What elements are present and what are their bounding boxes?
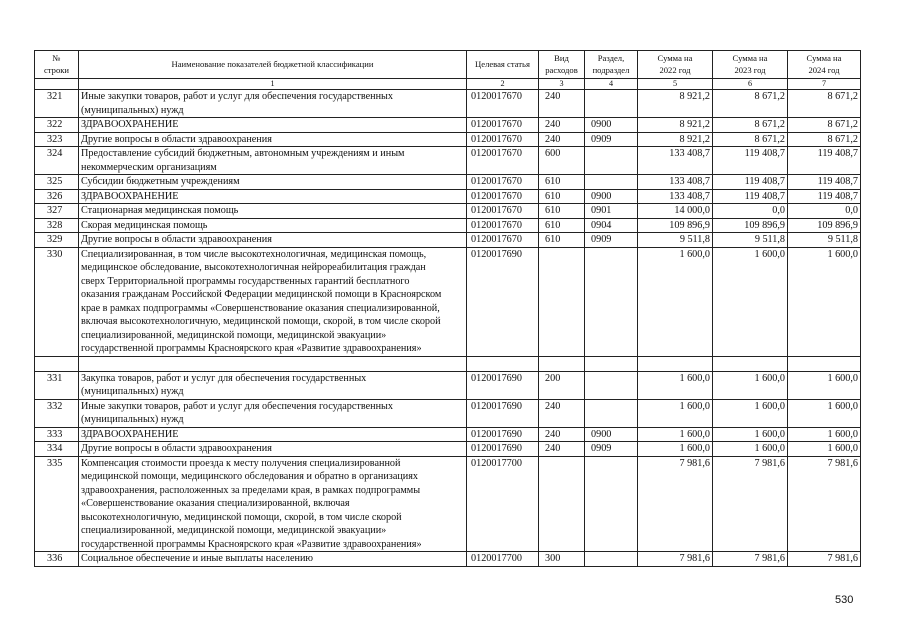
sum-2022: 1 600,0 <box>638 427 713 442</box>
sum-2024: 1 600,0 <box>788 371 861 399</box>
budget-table-container <box>34 50 861 567</box>
expense-type: 610 <box>539 175 585 190</box>
target-article: 0120017670 <box>467 132 539 147</box>
section-code <box>585 399 638 427</box>
expense-type: 240 <box>539 427 585 442</box>
section-code: 0900 <box>585 118 638 133</box>
sum-2023: 1 600,0 <box>713 247 788 356</box>
row-number: 322 <box>35 118 79 133</box>
sum-2023: 1 600,0 <box>713 371 788 399</box>
column-index: 4 <box>585 79 638 90</box>
sum-2023: 8 671,2 <box>713 90 788 118</box>
expense-type: 610 <box>539 233 585 248</box>
sum-2024: 119 408,7 <box>788 147 861 175</box>
expense-type: 240 <box>539 118 585 133</box>
expense-type: 240 <box>539 90 585 118</box>
indicator-name: Компенсация стоимости проезда к месту получения специализированной медицинской помощи, медицинского обследования и обратно в организациях здравоохранения, расположенных за пределами края, в рамках подпрограммы «Совершенствование оказания специализированной, включая высокотехнологичную, медицинской помощи, скорой, в том числе скорой специализированной, медицинской помощи, медицинской эвакуации» государственной программы Красноярского края «Развитие здравоохранения» <box>79 456 467 552</box>
expense-type: 600 <box>539 147 585 175</box>
target-article: 0120017690 <box>467 442 539 457</box>
expense-type: 610 <box>539 218 585 233</box>
column-index: 5 <box>638 79 713 90</box>
sum-2024: 1 600,0 <box>788 247 861 356</box>
row-number: 324 <box>35 147 79 175</box>
spacer-cell <box>539 356 585 371</box>
target-article: 0120017670 <box>467 233 539 248</box>
table-row <box>35 147 861 175</box>
sum-2024: 0,0 <box>788 204 861 219</box>
row-number: 329 <box>35 233 79 248</box>
section-code: 0900 <box>585 427 638 442</box>
indicator-name: Субсидии бюджетным учреждениям <box>79 175 467 190</box>
indicator-name: Закупка товаров, работ и услуг для обеспечения государственных (муниципальных) нужд <box>79 371 467 399</box>
sum-2024: 1 600,0 <box>788 442 861 457</box>
spacer-cell <box>467 356 539 371</box>
row-number: 327 <box>35 204 79 219</box>
expense-type: 240 <box>539 442 585 457</box>
row-number: 323 <box>35 132 79 147</box>
spacer-cell <box>35 356 79 371</box>
column-index: 6 <box>713 79 788 90</box>
sum-2023: 1 600,0 <box>713 399 788 427</box>
header-indicator-name: Наименование показателей бюджетной классификации <box>79 51 467 79</box>
target-article: 0120017690 <box>467 399 539 427</box>
indicator-name: Стационарная медицинская помощь <box>79 204 467 219</box>
sum-2022: 14 000,0 <box>638 204 713 219</box>
section-code: 0900 <box>585 189 638 204</box>
sum-2024: 119 408,7 <box>788 189 861 204</box>
row-number: 332 <box>35 399 79 427</box>
expense-type: 240 <box>539 399 585 427</box>
sum-2023: 1 600,0 <box>713 427 788 442</box>
table-row <box>35 247 861 356</box>
sum-2022: 1 600,0 <box>638 399 713 427</box>
sum-2022: 109 896,9 <box>638 218 713 233</box>
row-spacer <box>35 356 861 371</box>
expense-type: 610 <box>539 204 585 219</box>
expense-type: 200 <box>539 371 585 399</box>
header-sum-2024: Сумма на 2024 год <box>788 51 861 79</box>
row-number: 330 <box>35 247 79 356</box>
row-number: 328 <box>35 218 79 233</box>
indicator-name: Другие вопросы в области здравоохранения <box>79 132 467 147</box>
row-number: 326 <box>35 189 79 204</box>
section-code <box>585 247 638 356</box>
sum-2023: 7 981,6 <box>713 552 788 567</box>
budget-table <box>34 50 861 567</box>
row-number: 335 <box>35 456 79 552</box>
sum-2023: 109 896,9 <box>713 218 788 233</box>
row-number: 331 <box>35 371 79 399</box>
target-article: 0120017670 <box>467 175 539 190</box>
spacer-cell <box>788 356 861 371</box>
indicator-name: Другие вопросы в области здравоохранения <box>79 233 467 248</box>
header-row <box>35 51 861 79</box>
table-row <box>35 456 861 552</box>
section-code: 0901 <box>585 204 638 219</box>
header-expense-type: Вид расходов <box>539 51 585 79</box>
sum-2022: 8 921,2 <box>638 90 713 118</box>
target-article: 0120017670 <box>467 118 539 133</box>
sum-2022: 133 408,7 <box>638 189 713 204</box>
section-code <box>585 90 638 118</box>
expense-type: 610 <box>539 189 585 204</box>
sum-2022: 1 600,0 <box>638 442 713 457</box>
sum-2024: 9 511,8 <box>788 233 861 248</box>
spacer-cell <box>79 356 467 371</box>
target-article: 0120017700 <box>467 456 539 552</box>
indicator-name: ЗДРАВООХРАНЕНИЕ <box>79 118 467 133</box>
section-code <box>585 552 638 567</box>
sum-2022: 133 408,7 <box>638 175 713 190</box>
header-section: Раздел, подраздел <box>585 51 638 79</box>
section-code <box>585 175 638 190</box>
target-article: 0120017670 <box>467 90 539 118</box>
table-row <box>35 118 861 133</box>
sum-2022: 1 600,0 <box>638 247 713 356</box>
sum-2022: 9 511,8 <box>638 233 713 248</box>
indicator-name: ЗДРАВООХРАНЕНИЕ <box>79 427 467 442</box>
sum-2024: 7 981,6 <box>788 456 861 552</box>
table-body <box>35 90 861 567</box>
table-row <box>35 218 861 233</box>
table-row <box>35 189 861 204</box>
sum-2024: 1 600,0 <box>788 427 861 442</box>
sum-2024: 7 981,6 <box>788 552 861 567</box>
expense-type <box>539 456 585 552</box>
sum-2023: 9 511,8 <box>713 233 788 248</box>
sum-2023: 1 600,0 <box>713 442 788 457</box>
column-index: 7 <box>788 79 861 90</box>
header-sum-2023: Сумма на 2023 год <box>713 51 788 79</box>
table-row <box>35 442 861 457</box>
spacer-cell <box>638 356 713 371</box>
sum-2022: 133 408,7 <box>638 147 713 175</box>
section-code <box>585 371 638 399</box>
column-index: 1 <box>79 79 467 90</box>
sum-2023: 0,0 <box>713 204 788 219</box>
column-index-blank <box>35 79 79 90</box>
table-row <box>35 204 861 219</box>
sum-2022: 1 600,0 <box>638 371 713 399</box>
expense-type <box>539 247 585 356</box>
header-sum-2022: Сумма на 2022 год <box>638 51 713 79</box>
target-article: 0120017690 <box>467 371 539 399</box>
row-number: 334 <box>35 442 79 457</box>
indicator-name: Социальное обеспечение и иные выплаты населению <box>79 552 467 567</box>
sum-2024: 109 896,9 <box>788 218 861 233</box>
section-code: 0909 <box>585 132 638 147</box>
target-article: 0120017670 <box>467 189 539 204</box>
target-article: 0120017670 <box>467 218 539 233</box>
target-article: 0120017690 <box>467 427 539 442</box>
indicator-name: ЗДРАВООХРАНЕНИЕ <box>79 189 467 204</box>
section-code: 0909 <box>585 233 638 248</box>
header-target-article: Целевая статья <box>467 51 539 79</box>
indicator-name: Предоставление субсидий бюджетным, автономным учреждениям и иным некоммерческим организациям <box>79 147 467 175</box>
indicator-name: Специализированная, в том числе высокотехнологичная, медицинская помощь, медицинское обследование, высокотехнологичная нейрореабилитация граждан сверх Территориальной программы государственных гарантий бесплатного оказания гражданам Российской Федерации медицинской помощи в Красноярском крае в рамках подпрограммы «Совершенствование оказания специализированной, включая высокотехнологичную, медицинской помощи, скорой, в том числе скорой специализированной, медицинской помощи, медицинской эвакуации» государственной программы Красноярского края «Развитие здравоохранения» <box>79 247 467 356</box>
sum-2024: 8 671,2 <box>788 90 861 118</box>
target-article: 0120017670 <box>467 204 539 219</box>
table-row <box>35 427 861 442</box>
expense-type: 240 <box>539 132 585 147</box>
sum-2023: 119 408,7 <box>713 175 788 190</box>
sum-2023: 8 671,2 <box>713 132 788 147</box>
indicator-name: Иные закупки товаров, работ и услуг для обеспечения государственных (муниципальных) нужд <box>79 90 467 118</box>
indicator-name: Другие вопросы в области здравоохранения <box>79 442 467 457</box>
sum-2023: 119 408,7 <box>713 189 788 204</box>
table-row <box>35 399 861 427</box>
spacer-cell <box>713 356 788 371</box>
column-index: 2 <box>467 79 539 90</box>
expense-type: 300 <box>539 552 585 567</box>
target-article: 0120017700 <box>467 552 539 567</box>
indicator-name: Скорая медицинская помощь <box>79 218 467 233</box>
table-row <box>35 371 861 399</box>
sum-2023: 8 671,2 <box>713 118 788 133</box>
sum-2024: 8 671,2 <box>788 132 861 147</box>
row-number: 333 <box>35 427 79 442</box>
section-code: 0904 <box>585 218 638 233</box>
table-row <box>35 552 861 567</box>
column-index-row <box>35 79 861 90</box>
row-number: 325 <box>35 175 79 190</box>
sum-2022: 8 921,2 <box>638 132 713 147</box>
table-row <box>35 90 861 118</box>
sum-2024: 8 671,2 <box>788 118 861 133</box>
table-row <box>35 233 861 248</box>
indicator-name: Иные закупки товаров, работ и услуг для обеспечения государственных (муниципальных) нужд <box>79 399 467 427</box>
table-row <box>35 132 861 147</box>
row-number: 336 <box>35 552 79 567</box>
page-number: 530 <box>835 594 854 606</box>
section-code: 0909 <box>585 442 638 457</box>
sum-2022: 7 981,6 <box>638 456 713 552</box>
sum-2023: 119 408,7 <box>713 147 788 175</box>
sum-2024: 119 408,7 <box>788 175 861 190</box>
target-article: 0120017690 <box>467 247 539 356</box>
table-row <box>35 175 861 190</box>
header-row-number: № строки <box>35 51 79 79</box>
column-index: 3 <box>539 79 585 90</box>
section-code <box>585 456 638 552</box>
row-number: 321 <box>35 90 79 118</box>
sum-2023: 7 981,6 <box>713 456 788 552</box>
section-code <box>585 147 638 175</box>
spacer-cell <box>585 356 638 371</box>
sum-2024: 1 600,0 <box>788 399 861 427</box>
target-article: 0120017670 <box>467 147 539 175</box>
sum-2022: 7 981,6 <box>638 552 713 567</box>
sum-2022: 8 921,2 <box>638 118 713 133</box>
